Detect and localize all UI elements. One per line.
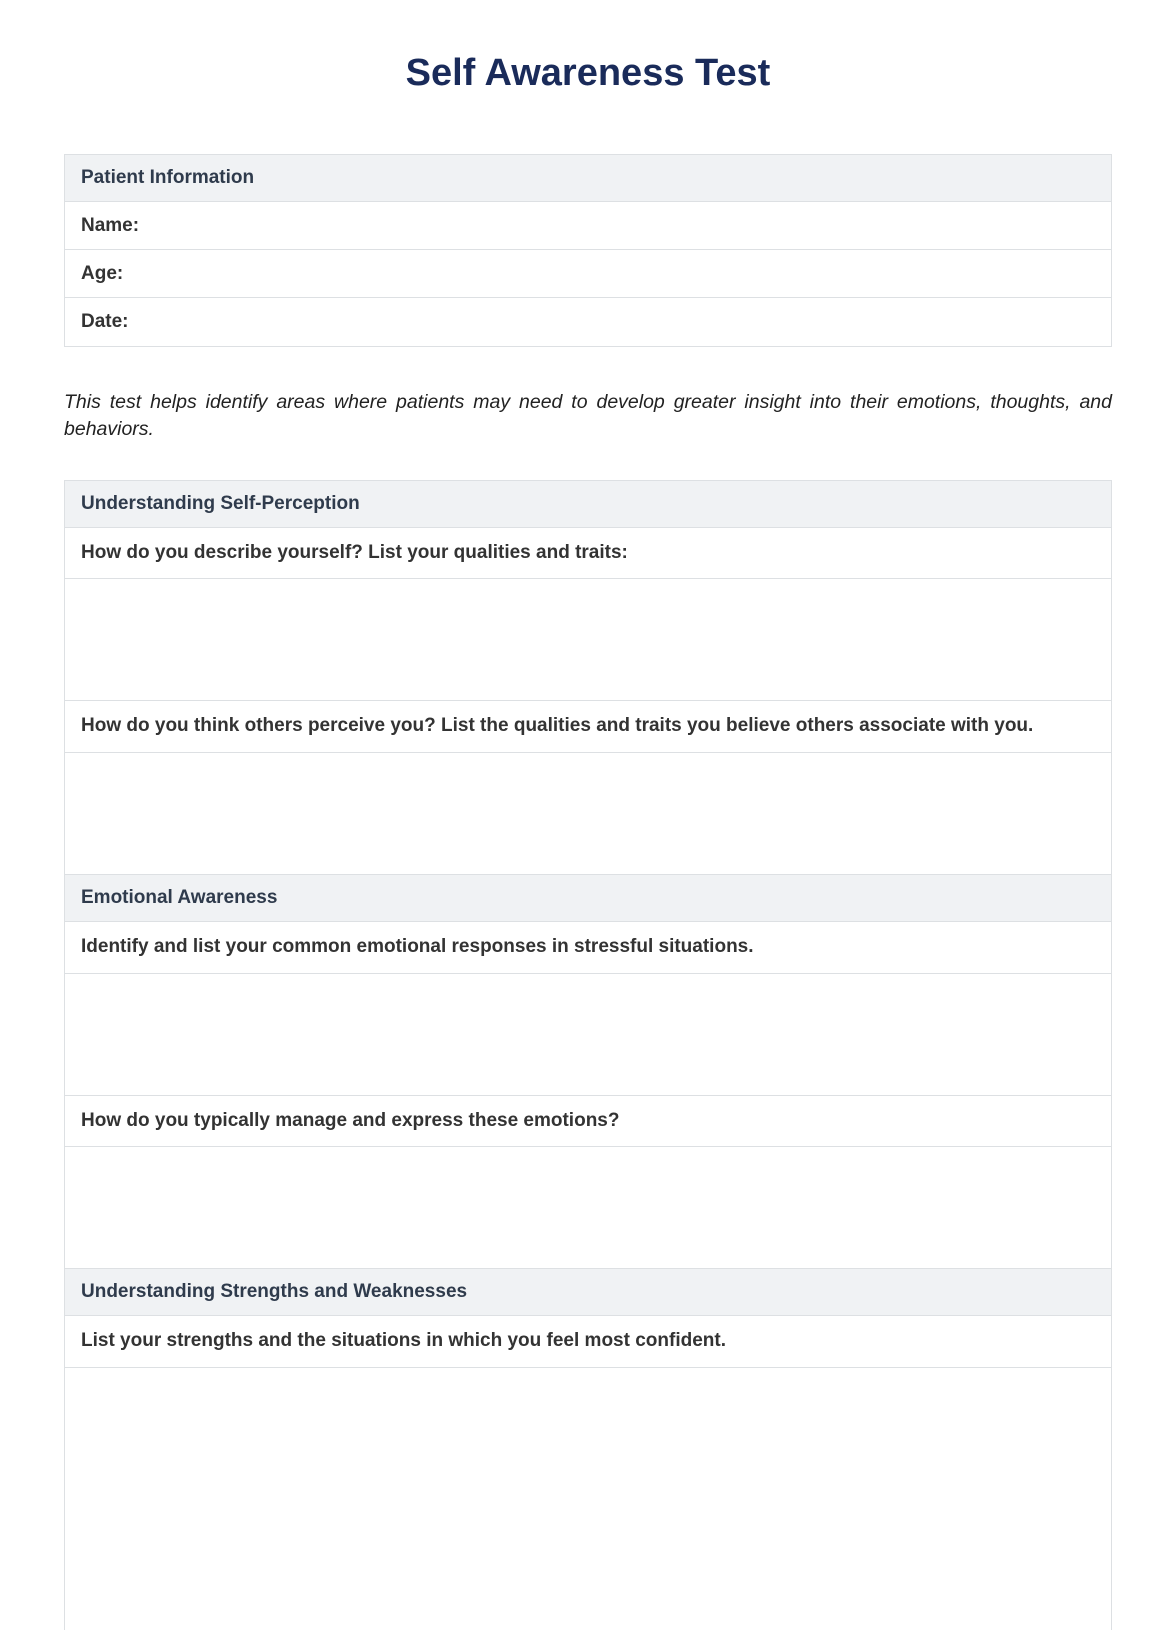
patient-date-label: Date: xyxy=(81,310,129,332)
document-content xyxy=(0,154,1176,1630)
page-title: Self Awareness Test xyxy=(405,52,771,94)
intro-text: This test helps identify areas where patients may need to develop greater insight into their emotions, thoughts, and behaviors. xyxy=(64,390,1112,440)
section-header-strengths-weaknesses: Understanding Strengths and Weaknesses xyxy=(65,1269,1111,1316)
patient-info-table xyxy=(64,154,1112,347)
question-manage-emotions: How do you typically manage and express these emotions? xyxy=(65,1096,1111,1148)
answer-area-strengths-confidence[interactable] xyxy=(65,1368,1111,1630)
answer-area-manage-emotions[interactable] xyxy=(65,1147,1111,1269)
patient-age-field[interactable] xyxy=(65,250,1111,298)
patient-date-field[interactable] xyxy=(65,298,1111,346)
section-header-emotional-awareness: Emotional Awareness xyxy=(65,875,1111,922)
patient-name-label: Name: xyxy=(81,214,140,236)
patient-name-field[interactable] xyxy=(65,202,1111,250)
answer-area-describe-yourself[interactable] xyxy=(65,579,1111,701)
question-strengths-confidence: List your strengths and the situations in which you feel most confident. xyxy=(65,1316,1111,1368)
question-describe-yourself: How do you describe yourself? List your qualities and traits: xyxy=(65,528,1111,580)
answer-area-others-perceive[interactable] xyxy=(65,753,1111,875)
assessment-table xyxy=(64,480,1112,1630)
question-emotional-responses: Identify and list your common emotional responses in stressful situations. xyxy=(65,922,1111,974)
question-others-perceive: How do you think others perceive you? List the qualities and traits you believe others associate with you. xyxy=(65,701,1111,753)
patient-info-header: Patient Information xyxy=(65,155,1111,202)
patient-age-label: Age: xyxy=(81,262,124,284)
answer-area-emotional-responses[interactable] xyxy=(65,974,1111,1096)
section-header-self-perception: Understanding Self-Perception xyxy=(65,481,1111,528)
